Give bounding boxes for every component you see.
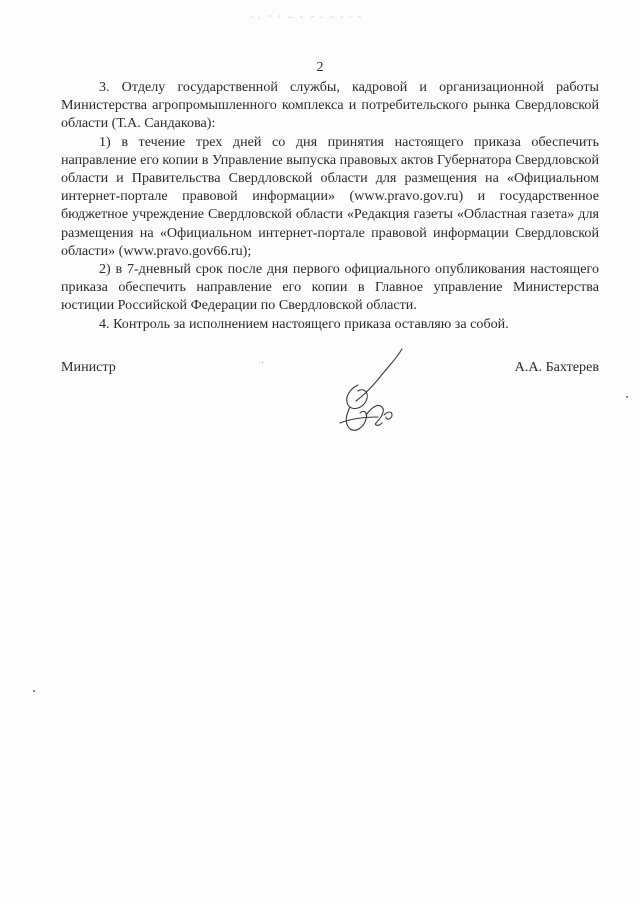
paragraph-item-3: 3. Отделу государственной службы, кадровой и организационной работы Министерства агропромышленного комплекса и потребительского рынка Свердловской области (Т.А. Сандакова): xyxy=(61,79,599,132)
scan-artifact xyxy=(248,12,368,22)
paragraph-subitem-1: 1) в течение трех дней со дня принятия настоящего приказа обеспечить направление его копии в Управление выпуска правовых актов Губернатора Свердловской области и Правительства Свердловской области для размещения на «Официальном интернет-портале правовой информации» (www.pravo.gov.ru) и государственное бюджетное учреждение Свердловской области «Редакция газеты «Областная газета» для размещения на «Официальном интернет-портале правовой информации Свердловской области» (www.pravo.gov66.ru); xyxy=(61,133,599,259)
paragraph-subitem-2: 2) в 7-дневный срок после дня первого официального опубликования настоящего приказа обеспечить направление его копии в Главное управление Министерства юстиции Российской Федерации по Свердловской области. xyxy=(61,261,599,314)
page-number: 2 xyxy=(316,60,324,75)
scan-speck xyxy=(626,396,628,398)
paragraph-item-4: 4. Контроль за исполнением настоящего приказа оставляю за собой. xyxy=(99,315,509,332)
document-body xyxy=(61,78,599,333)
scan-speck xyxy=(262,362,263,363)
signatory-name: А.А. Бахтерев xyxy=(514,359,599,375)
scan-speck xyxy=(33,690,35,692)
signatory-title: Министр xyxy=(61,359,116,375)
handwritten-signature xyxy=(330,345,410,440)
